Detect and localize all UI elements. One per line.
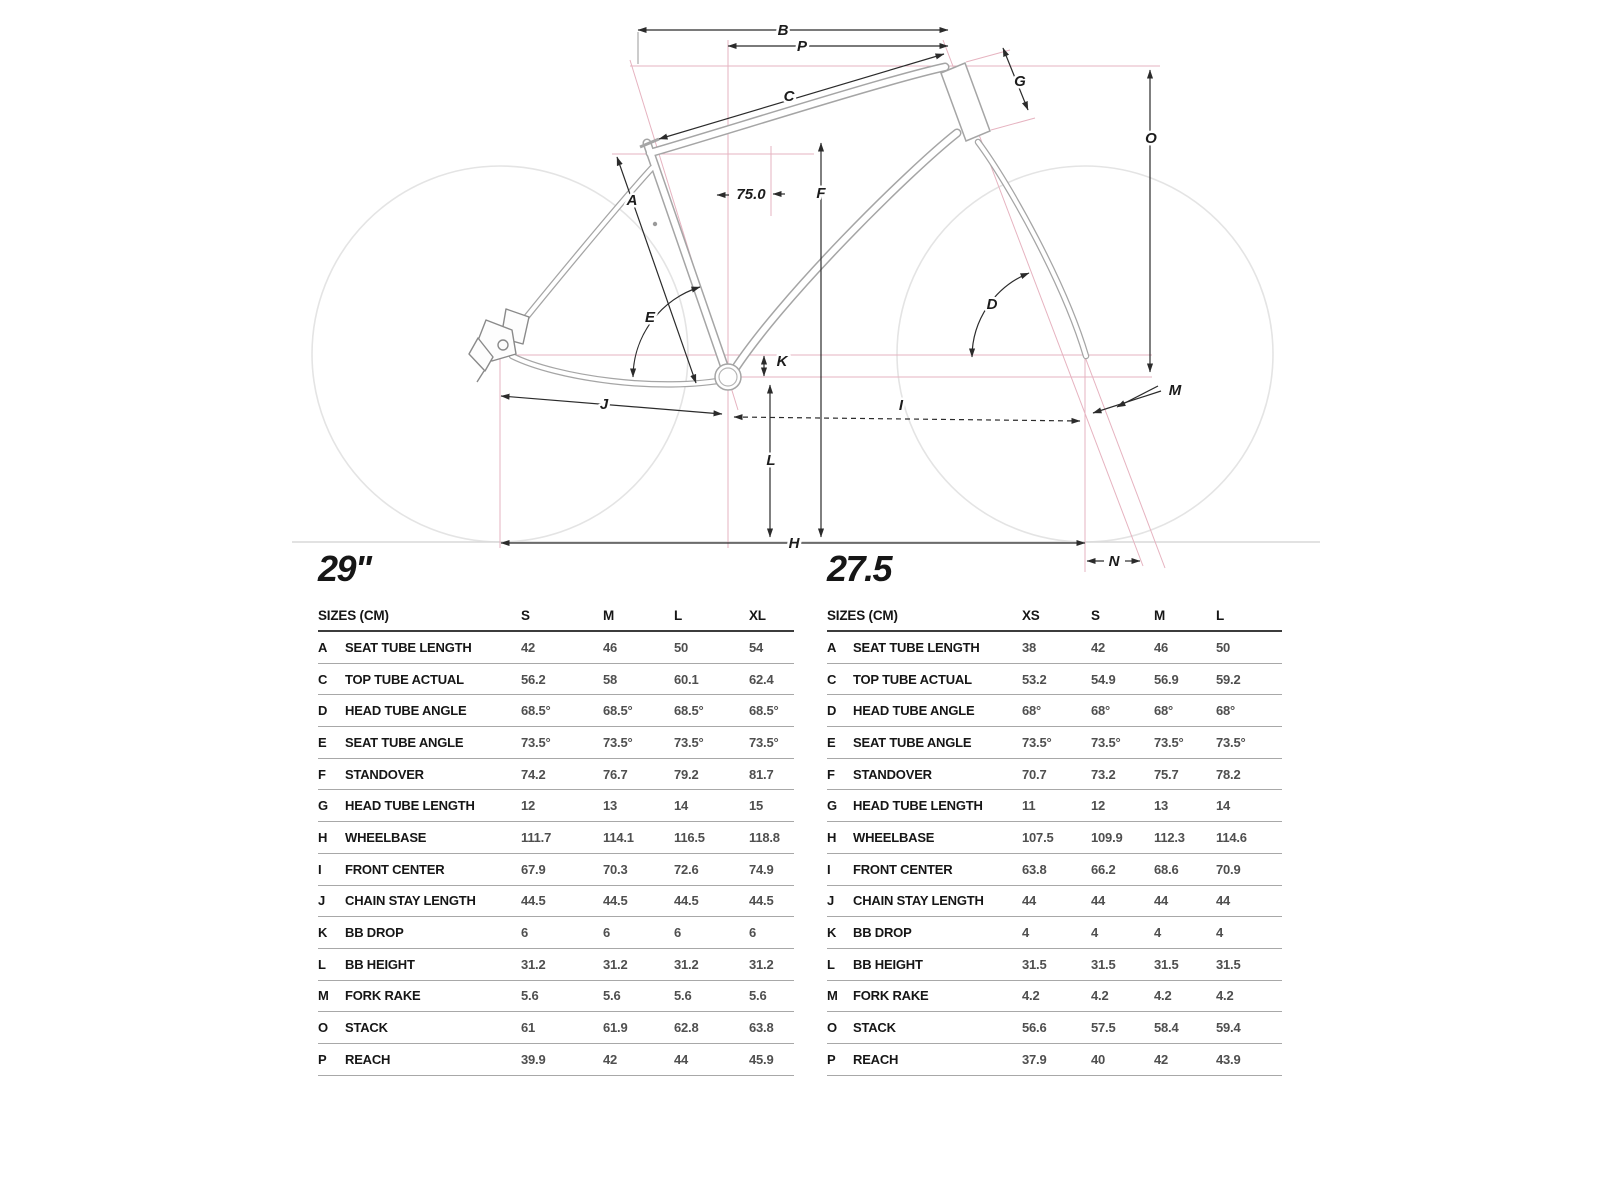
table-row xyxy=(827,632,1282,664)
row-value: 44 xyxy=(1022,893,1037,909)
table-row xyxy=(827,790,1282,822)
row-value: 68° xyxy=(1022,703,1042,719)
row-value: 37.9 xyxy=(1022,1051,1047,1067)
dim-label-M: M xyxy=(1168,382,1182,399)
row-letter: K xyxy=(827,925,837,941)
table-row xyxy=(827,1044,1282,1076)
row-value: 57.5 xyxy=(1091,1020,1116,1036)
row-value: 73.5° xyxy=(1022,734,1052,750)
row-value: 74.2 xyxy=(521,766,546,782)
row-value: 44.5 xyxy=(749,893,774,909)
row-value: 54 xyxy=(749,639,764,655)
row-value: 44 xyxy=(1091,893,1106,909)
table-row xyxy=(318,917,794,949)
dim-label-B: B xyxy=(777,22,789,39)
row-name: FORK RAKE xyxy=(853,988,929,1004)
row-name: SEAT TUBE ANGLE xyxy=(853,734,972,750)
row-value: 68.5° xyxy=(603,703,633,719)
table-body xyxy=(318,632,794,1076)
row-value: 73.5° xyxy=(1091,734,1121,750)
row-value: 66.2 xyxy=(1091,861,1116,877)
row-value: 58 xyxy=(603,671,618,687)
row-value: 58.4 xyxy=(1154,1020,1179,1036)
row-letter: E xyxy=(827,734,836,750)
row-value: 38 xyxy=(1022,639,1037,655)
row-letter: M xyxy=(318,988,329,1004)
table-title: 27.5 xyxy=(827,548,892,589)
row-letter: K xyxy=(318,925,328,941)
row-letter: D xyxy=(318,703,328,719)
row-letter: O xyxy=(318,1020,328,1036)
row-value: 4 xyxy=(1216,925,1224,941)
table-row xyxy=(318,822,794,854)
row-value: 81.7 xyxy=(749,766,774,782)
row-value: 42 xyxy=(1091,639,1106,655)
dim-label-E: E xyxy=(644,309,656,326)
row-value: 75.7 xyxy=(1154,766,1179,782)
row-value: 50 xyxy=(674,639,689,655)
geometry-diagram xyxy=(0,0,1600,575)
row-value: 39.9 xyxy=(521,1051,546,1067)
row-value: 44.5 xyxy=(674,893,699,909)
row-name: TOP TUBE ACTUAL xyxy=(853,671,972,687)
column-header: M xyxy=(1154,608,1166,623)
row-letter: J xyxy=(318,893,326,909)
row-letter: M xyxy=(827,988,838,1004)
table-row xyxy=(827,981,1282,1013)
row-letter: H xyxy=(827,829,837,845)
rear-axle xyxy=(498,340,508,350)
row-name: STACK xyxy=(345,1020,388,1036)
row-name: TOP TUBE ACTUAL xyxy=(345,671,464,687)
column-header: M xyxy=(603,608,615,623)
frame xyxy=(469,63,1086,390)
row-value: 12 xyxy=(1091,798,1106,814)
table-row xyxy=(827,759,1282,791)
row-letter: A xyxy=(827,639,837,655)
dim-i-front-center xyxy=(734,417,1080,421)
row-value: 44.5 xyxy=(603,893,628,909)
table-row xyxy=(827,1012,1282,1044)
dim-label-I: I xyxy=(898,397,904,414)
table-row xyxy=(827,727,1282,759)
dim-label-F: F xyxy=(816,185,826,202)
column-header: S xyxy=(1091,608,1100,623)
row-value: 4.2 xyxy=(1216,988,1234,1004)
row-value: 73.5° xyxy=(674,734,704,750)
row-value: 54.9 xyxy=(1091,671,1116,687)
row-value: 4.2 xyxy=(1022,988,1040,1004)
row-value: 14 xyxy=(1216,798,1231,814)
table-row xyxy=(827,854,1282,886)
row-value: 62.4 xyxy=(749,671,774,687)
table-row xyxy=(827,664,1282,696)
row-value: 59.2 xyxy=(1216,671,1241,687)
frame-geometry-diagram xyxy=(0,0,1600,575)
table-header-row xyxy=(318,601,794,632)
row-value: 61.9 xyxy=(603,1020,628,1036)
row-value: 56.6 xyxy=(1022,1020,1047,1036)
row-value: 6 xyxy=(603,925,611,941)
dim-m-leader-2 xyxy=(1117,386,1158,407)
row-value: 50 xyxy=(1216,639,1231,655)
row-value: 31.5 xyxy=(1091,956,1116,972)
column-header: XS xyxy=(1022,608,1040,623)
row-value: 6 xyxy=(674,925,682,941)
dim-j-chain-stay xyxy=(501,396,722,414)
row-value: 46 xyxy=(1154,639,1169,655)
wheels xyxy=(292,166,1320,542)
row-value: 4 xyxy=(1022,925,1030,941)
table-row xyxy=(318,1012,794,1044)
row-value: 68.5° xyxy=(674,703,704,719)
dim-label-75-0: 75.0 xyxy=(736,186,766,203)
dim-label-P: P xyxy=(796,38,808,55)
row-value: 60.1 xyxy=(674,671,699,687)
g-extension-top xyxy=(966,50,1010,62)
row-value: 76.7 xyxy=(603,766,628,782)
row-name: SEAT TUBE LENGTH xyxy=(853,639,980,655)
row-letter: P xyxy=(827,1051,836,1067)
row-value: 5.6 xyxy=(521,988,539,1004)
table-row xyxy=(827,886,1282,918)
row-value: 31.5 xyxy=(1216,956,1241,972)
row-value: 5.6 xyxy=(674,988,692,1004)
row-value: 45.9 xyxy=(749,1051,774,1067)
table-body xyxy=(827,632,1282,1076)
dim-label-O: O xyxy=(1145,130,1157,147)
row-letter: G xyxy=(827,798,837,814)
row-value: 13 xyxy=(1154,798,1169,814)
row-name: CHAIN STAY LENGTH xyxy=(345,893,476,909)
table-row xyxy=(827,917,1282,949)
table-row xyxy=(318,886,794,918)
dim-label-G: G xyxy=(1014,73,1026,90)
table-row xyxy=(318,854,794,886)
row-letter: I xyxy=(827,861,831,877)
row-name: BB DROP xyxy=(345,925,404,941)
row-value: 43.9 xyxy=(1216,1051,1241,1067)
dim-label-D: D xyxy=(986,296,998,313)
row-name: SEAT TUBE LENGTH xyxy=(345,639,472,655)
row-value: 13 xyxy=(603,798,618,814)
row-letter: C xyxy=(827,671,837,687)
row-value: 68° xyxy=(1216,703,1236,719)
row-name: WHEELBASE xyxy=(345,829,427,845)
row-value: 114.6 xyxy=(1216,829,1247,845)
row-letter: P xyxy=(318,1051,327,1067)
row-value: 118.8 xyxy=(749,829,780,845)
row-value: 107.5 xyxy=(1022,829,1054,845)
table-row xyxy=(318,790,794,822)
row-value: 109.9 xyxy=(1091,829,1123,845)
table-size-header: SIZES (CM) xyxy=(318,608,389,623)
row-value: 73.5° xyxy=(603,734,633,750)
frame-outlines-outer xyxy=(512,67,1086,384)
dim-label-L: L xyxy=(766,452,776,469)
dim-a-seat-tube-length xyxy=(617,157,696,383)
row-value: 56.2 xyxy=(521,671,546,687)
row-value: 4.2 xyxy=(1091,988,1109,1004)
row-value: 4 xyxy=(1154,925,1162,941)
row-value: 73.2 xyxy=(1091,766,1116,782)
row-value: 46 xyxy=(603,639,618,655)
table-row xyxy=(318,727,794,759)
row-letter: D xyxy=(827,703,837,719)
row-name: REACH xyxy=(345,1051,391,1067)
row-value: 31.5 xyxy=(1154,956,1179,972)
row-value: 73.5° xyxy=(749,734,779,750)
row-value: 5.6 xyxy=(749,988,767,1004)
table-row xyxy=(318,695,794,727)
table-row xyxy=(318,664,794,696)
row-value: 31.2 xyxy=(674,956,699,972)
dim-label-C: C xyxy=(783,88,795,105)
table-row xyxy=(318,949,794,981)
dim-label-J: J xyxy=(599,396,609,413)
row-name: STANDOVER xyxy=(853,766,932,782)
row-value: 68° xyxy=(1091,703,1111,719)
row-value: 63.8 xyxy=(749,1020,774,1036)
row-value: 68° xyxy=(1154,703,1174,719)
row-value: 73.5° xyxy=(1216,734,1246,750)
row-letter: J xyxy=(827,893,835,909)
row-value: 111.7 xyxy=(521,829,552,845)
row-value: 114.1 xyxy=(603,829,634,845)
row-value: 31.2 xyxy=(749,956,774,972)
dim-label-A: A xyxy=(626,192,638,209)
row-name: SEAT TUBE ANGLE xyxy=(345,734,464,750)
row-name: STANDOVER xyxy=(345,766,424,782)
row-value: 44 xyxy=(1154,893,1169,909)
row-name: FRONT CENTER xyxy=(345,861,445,877)
row-value: 78.2 xyxy=(1216,766,1241,782)
row-value: 116.5 xyxy=(674,829,705,845)
row-value: 4.2 xyxy=(1154,988,1172,1004)
row-value: 68.6 xyxy=(1154,861,1179,877)
row-letter: E xyxy=(318,734,327,750)
row-value: 70.7 xyxy=(1022,766,1047,782)
row-value: 61 xyxy=(521,1020,536,1036)
row-name: BB HEIGHT xyxy=(853,956,923,972)
row-value: 72.6 xyxy=(674,861,699,877)
row-value: 44 xyxy=(674,1051,689,1067)
dim-d-head-tube-angle-arc xyxy=(972,273,1029,357)
row-value: 68.5° xyxy=(521,703,551,719)
row-value: 5.6 xyxy=(603,988,621,1004)
row-name: BB HEIGHT xyxy=(345,956,415,972)
row-value: 79.2 xyxy=(674,766,699,782)
row-value: 31.2 xyxy=(603,956,628,972)
row-value: 14 xyxy=(674,798,689,814)
row-value: 31.5 xyxy=(1022,956,1047,972)
row-value: 73.5° xyxy=(521,734,551,750)
dim-label-K: K xyxy=(776,353,788,370)
row-value: 44 xyxy=(1216,893,1231,909)
table-title: 29" xyxy=(318,548,371,589)
row-name: STACK xyxy=(853,1020,896,1036)
row-letter: I xyxy=(318,861,322,877)
column-header: XL xyxy=(749,608,766,623)
row-letter: G xyxy=(318,798,328,814)
row-value: 67.9 xyxy=(521,861,546,877)
row-name: FORK RAKE xyxy=(345,988,421,1004)
row-value: 44.5 xyxy=(521,893,546,909)
row-value: 11 xyxy=(1022,798,1036,814)
row-value: 74.9 xyxy=(749,861,774,877)
row-letter: L xyxy=(827,956,835,972)
dimension-labels xyxy=(600,22,1182,570)
row-value: 6 xyxy=(749,925,757,941)
table-row xyxy=(827,822,1282,854)
table-row xyxy=(318,981,794,1013)
row-value: 59.4 xyxy=(1216,1020,1241,1036)
row-value: 112.3 xyxy=(1154,829,1185,845)
table-row xyxy=(318,1044,794,1076)
row-letter: F xyxy=(318,766,326,782)
row-name: FRONT CENTER xyxy=(853,861,953,877)
row-letter: C xyxy=(318,671,328,687)
row-value: 70.9 xyxy=(1216,861,1241,877)
row-value: 42 xyxy=(603,1051,618,1067)
bottle-boss-dot xyxy=(653,222,657,226)
dim-label-N: N xyxy=(1108,553,1120,570)
row-value: 42 xyxy=(521,639,536,655)
geometry-table-27-5 xyxy=(827,543,1282,1076)
row-value: 31.2 xyxy=(521,956,546,972)
g-extension-bottom xyxy=(991,118,1035,130)
table-size-header: SIZES (CM) xyxy=(827,608,898,623)
row-value: 70.3 xyxy=(603,861,628,877)
table-row xyxy=(827,949,1282,981)
row-value: 15 xyxy=(749,798,764,814)
table-header-row xyxy=(827,601,1282,632)
row-value: 12 xyxy=(521,798,536,814)
row-name: HEAD TUBE LENGTH xyxy=(345,798,475,814)
dim-c-top-tube-actual xyxy=(659,54,944,139)
row-value: 53.2 xyxy=(1022,671,1047,687)
column-header: L xyxy=(1216,608,1225,623)
row-letter: O xyxy=(827,1020,837,1036)
row-letter: A xyxy=(318,639,328,655)
row-name: REACH xyxy=(853,1051,899,1067)
row-name: HEAD TUBE LENGTH xyxy=(853,798,983,814)
row-value: 63.8 xyxy=(1022,861,1047,877)
row-value: 62.8 xyxy=(674,1020,699,1036)
row-name: WHEELBASE xyxy=(853,829,935,845)
row-value: 6 xyxy=(521,925,529,941)
row-letter: F xyxy=(827,766,835,782)
row-name: BB DROP xyxy=(853,925,912,941)
head-tube xyxy=(941,63,990,141)
down-tube xyxy=(731,133,957,375)
row-letter: H xyxy=(318,829,328,845)
row-value: 42 xyxy=(1154,1051,1169,1067)
column-header: L xyxy=(674,608,683,623)
row-value: 4 xyxy=(1091,925,1099,941)
dim-e-seat-tube-angle-arc xyxy=(633,287,700,377)
table-row xyxy=(827,695,1282,727)
row-name: CHAIN STAY LENGTH xyxy=(853,893,984,909)
dim-label-H: H xyxy=(788,535,800,552)
row-letter: L xyxy=(318,956,326,972)
table-row xyxy=(318,632,794,664)
row-value: 73.5° xyxy=(1154,734,1184,750)
row-name: HEAD TUBE ANGLE xyxy=(345,703,467,719)
table-row xyxy=(318,759,794,791)
row-value: 68.5° xyxy=(749,703,779,719)
geometry-table-29 xyxy=(318,543,794,1076)
rear-dropout-derailleur xyxy=(469,309,529,382)
row-value: 56.9 xyxy=(1154,671,1179,687)
column-header: S xyxy=(521,608,530,623)
row-name: HEAD TUBE ANGLE xyxy=(853,703,975,719)
row-value: 40 xyxy=(1091,1051,1106,1067)
